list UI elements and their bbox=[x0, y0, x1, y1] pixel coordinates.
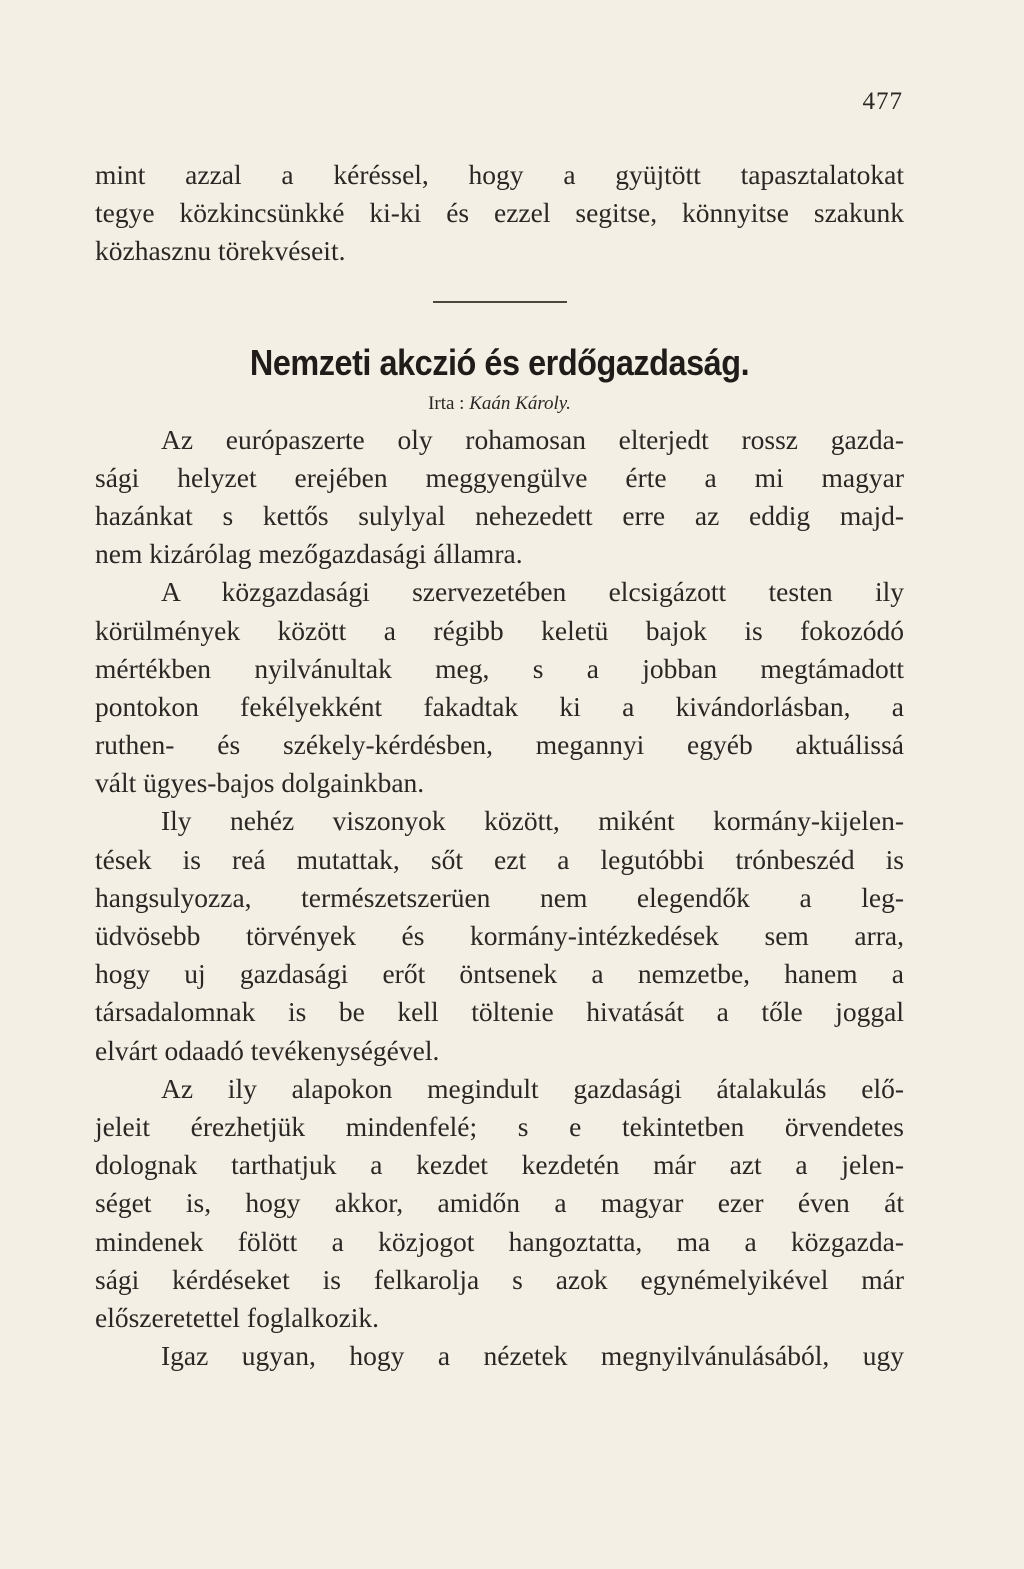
text-line: mértékben nyilvánultak meg, s a jobban megtámadott bbox=[95, 652, 904, 684]
text-column bbox=[95, 156, 904, 1375]
byline-prefix: Irta : bbox=[428, 392, 465, 414]
paragraph bbox=[95, 802, 904, 1069]
text-line: pontokon fekélyekként fakadtak ki a kivándorlásban, a bbox=[95, 690, 904, 722]
text-line: előszeretettel foglalkozik. bbox=[95, 1301, 380, 1333]
text-line: Az európaszerte oly rohamosan elterjedt rossz gazda- bbox=[161, 423, 904, 455]
paragraph bbox=[95, 421, 904, 574]
paragraph bbox=[95, 1337, 904, 1375]
article-title: Nemzeti akczió és erdőgazdaság. bbox=[249, 341, 750, 383]
text-line: Igaz ugyan, hogy a nézetek megnyilvánulásából, ugy bbox=[161, 1340, 904, 1372]
text-line: ruthen- és székely-kérdésben, megannyi egyéb aktuálissá bbox=[95, 729, 904, 761]
text-line: tegye közkincsünkké ki-ki és ezzel segitse, könnyitse szakunk bbox=[95, 197, 904, 229]
text-line: sági helyzet erejében meggyengülve érte a mi magyar bbox=[95, 461, 904, 493]
text-line: nem kizárólag mezőgazdasági államra. bbox=[95, 538, 523, 570]
text-line: hangsulyozza, természetszerüen nem elegendők a leg- bbox=[95, 881, 904, 913]
text-line: közhasznu törekvéseit. bbox=[95, 235, 346, 267]
text-line: üdvösebb törvények és kormány-intézkedések sem arra, bbox=[95, 920, 904, 951]
paragraph bbox=[95, 573, 904, 802]
page-number: 477 bbox=[862, 88, 903, 115]
text-line: hazánkat s kettős sulylyal nehezedett erre az eddig majd- bbox=[95, 499, 904, 531]
text-line: Az ily alapokon megindult gazdasági átalakulás elő- bbox=[161, 1072, 904, 1104]
byline-author: Kaán Károly. bbox=[469, 392, 571, 414]
article-byline bbox=[95, 393, 904, 415]
text-line: mindenek fölött a közjogot hangoztatta, ma a közgazda- bbox=[95, 1225, 904, 1257]
section-divider bbox=[433, 301, 567, 303]
text-line: tések is reá mutattak, sőt ezt a legutóbbi trónbeszéd is bbox=[95, 843, 904, 875]
text-line: jeleit érezhetjük mindenfelé; s e tekintetben örvendetes bbox=[95, 1110, 904, 1142]
text-line: A közgazdasági szervezetében elcsigázott testen ily bbox=[161, 576, 904, 608]
text-line: séget is, hogy akkor, amidőn a magyar ezer éven át bbox=[95, 1187, 904, 1219]
text-line: sági kérdéseket is felkarolja s azok egynémelyikével már bbox=[95, 1263, 904, 1295]
article-body bbox=[95, 421, 904, 1376]
text-line: társadalomnak is be kell töltenie hivatását a tőle joggal bbox=[95, 996, 904, 1028]
text-line: körülmények között a régibb keletü bajok is fokozódó bbox=[95, 614, 904, 646]
text-line: elvárt odaadó tevékenységével. bbox=[95, 1034, 440, 1066]
text-line: Ily nehéz viszonyok között, miként kormány-kijelen- bbox=[161, 805, 904, 837]
text-line: dolognak tarthatjuk a kezdet kezdetén már azt a jelen- bbox=[95, 1149, 904, 1181]
intro-paragraph bbox=[95, 156, 904, 271]
text-line: hogy uj gazdasági erőt öntsenek a nemzetbe, hanem a bbox=[95, 958, 904, 990]
paragraph bbox=[95, 1070, 904, 1337]
text-line: mint azzal a kéréssel, hogy a gyüjtött tapasztalatokat bbox=[95, 159, 904, 190]
text-line: vált ügyes-bajos dolgainkban. bbox=[95, 767, 425, 799]
